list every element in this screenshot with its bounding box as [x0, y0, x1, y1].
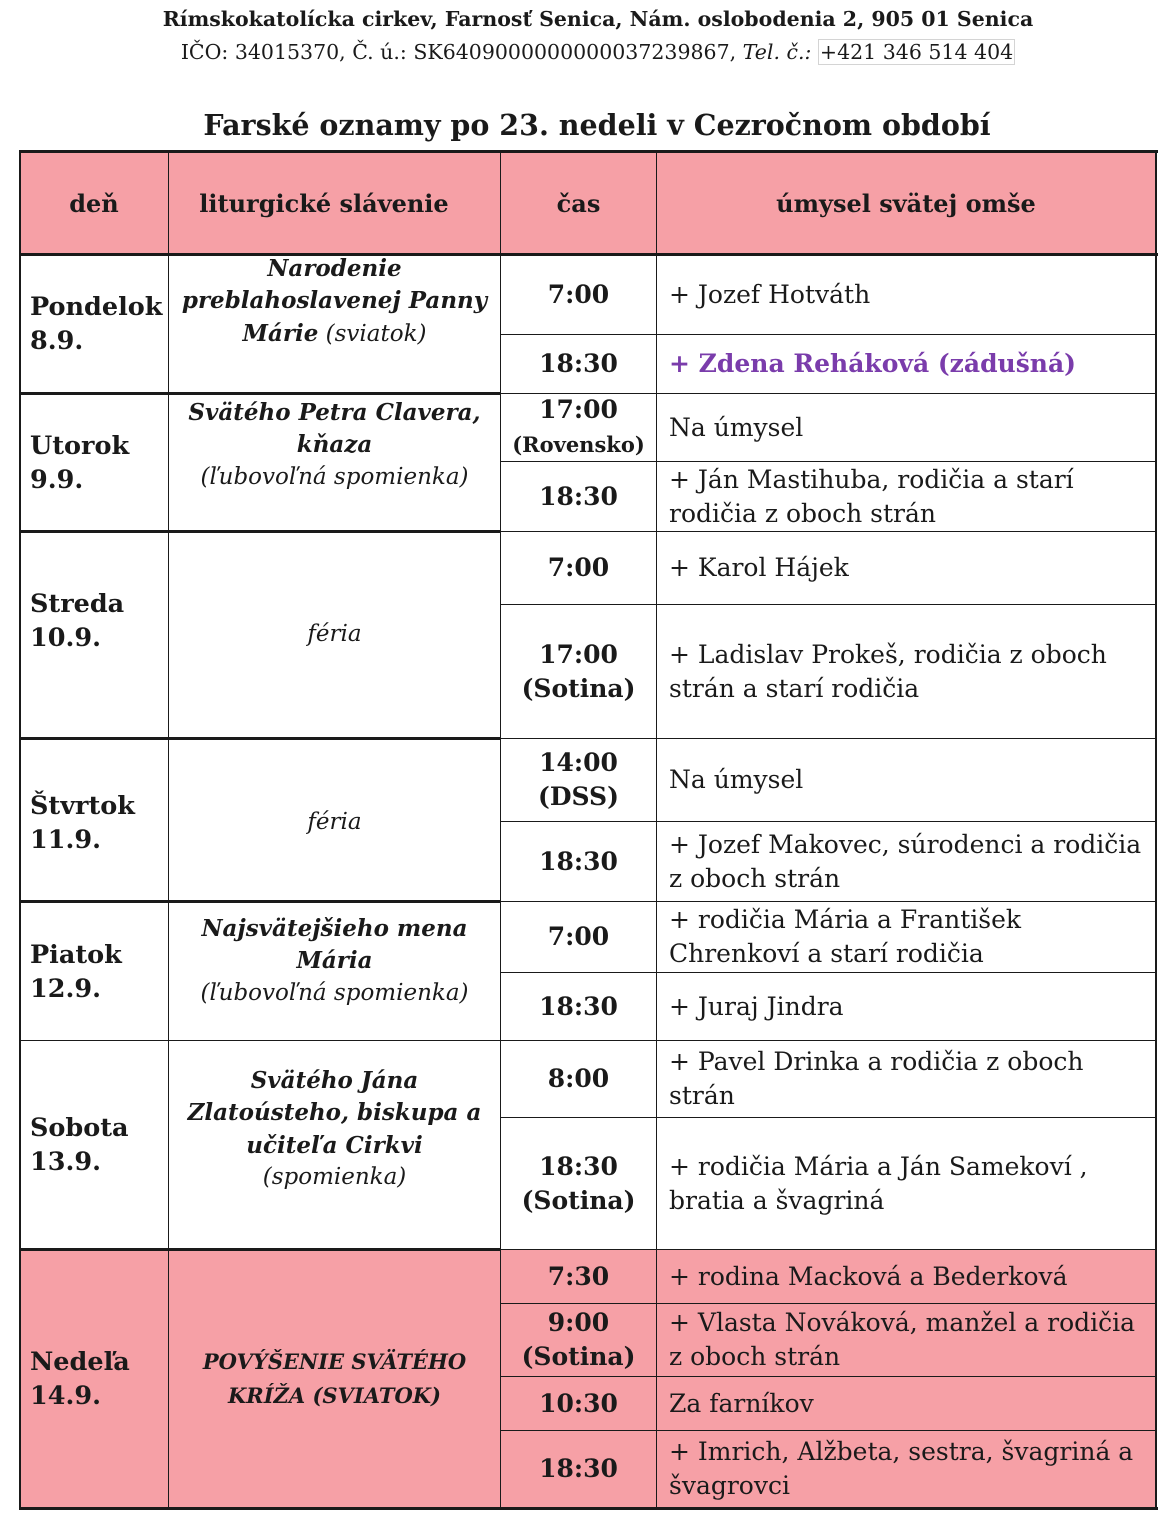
mass-time-value: 7:00: [547, 553, 610, 582]
mass-time: [501, 394, 656, 461]
mass-time-value: 17:00: [539, 395, 618, 424]
mass-intention: + Juraj Jindra: [669, 991, 844, 1021]
day-name: Sobota: [30, 1112, 129, 1143]
mass-time: [501, 462, 656, 531]
mass-time: [501, 1377, 656, 1430]
day-cell: [20, 903, 168, 1040]
mass-place: (Sotina): [521, 1185, 636, 1215]
celebration-rank: (spomienka): [262, 1164, 407, 1190]
day-name: Štvrtok: [30, 790, 135, 821]
day-name: Utorok: [30, 430, 130, 461]
mass-time-value: 18:30: [539, 481, 618, 511]
column-header-celebration: liturgické slávenie: [199, 188, 449, 218]
day-name: Piatok: [30, 939, 122, 970]
celebration-name: Svätého Jána Zlatoústeho, biskupa a učiteľa Cirkvi: [187, 1066, 482, 1159]
celebration-name: Najsvätejšieho mena Mária: [201, 914, 468, 975]
column-header-day: deň: [69, 188, 119, 218]
mass-time-value: 18:30: [539, 1454, 618, 1483]
page-title: Farské oznamy po 23. nedeli v Cezročnom období: [203, 108, 991, 142]
mass-intention: + Imrich, Alžbeta, sestra, švagriná a švagrovci: [669, 1437, 1134, 1500]
day-date: 13.9.: [30, 1146, 101, 1177]
celebration-rank: (ľubovoľná spomienka): [200, 979, 469, 1006]
mass-time: [501, 532, 656, 604]
mass-time-value: 7:00: [547, 922, 610, 951]
rule: [1155, 150, 1157, 1510]
day-name: Streda: [30, 589, 125, 619]
celebration-cell: [169, 903, 500, 1019]
mass-time-value: 7:00: [547, 280, 610, 309]
mass-time: [501, 1041, 656, 1117]
mass-intention: Na úmysel: [669, 412, 804, 442]
mass-time: [501, 256, 656, 334]
mass-time: [501, 1304, 656, 1376]
mass-time-value: 17:00: [539, 639, 618, 669]
celebration-cell: [169, 740, 500, 906]
day-cell: [20, 740, 168, 905]
mass-intention: + rodičia Mária a František Chrenkoví a starí rodičia: [669, 905, 1022, 968]
mass-time-value: 10:30: [539, 1388, 618, 1418]
day-name: Nedeľa: [30, 1347, 130, 1377]
mass-time-value: 18:30: [539, 847, 618, 876]
mass-place: (Rovensko): [512, 432, 645, 457]
day-date: 9.9.: [30, 464, 84, 495]
day-cell: [20, 1041, 168, 1248]
mass-time-value: 18:30: [539, 1151, 618, 1181]
phone-number: +421 346 514 404: [819, 40, 1014, 64]
celebration-cell: [169, 1251, 500, 1507]
day-cell: [20, 256, 168, 392]
celebration-rank: féria: [307, 621, 362, 648]
rule: [20, 1507, 1158, 1510]
phone-label: Tel. č.:: [742, 40, 812, 64]
mass-time: [501, 973, 656, 1040]
parish-address: Rímskokatolícka cirkev, Farnosť Senica, Nám. oslobodenia 2, 905 01 Senica: [162, 7, 1034, 31]
celebration-name: Narodenie preblahoslavenej Panny Márie: [181, 254, 488, 347]
celebration-name: POVÝŠENIE SVÄTÉHO KRÍŽA (SVIATOK): [202, 1349, 467, 1408]
mass-intention: + Jozef Hotváth: [669, 280, 871, 309]
mass-time: [501, 1118, 656, 1249]
mass-intention: + Jozef Makovec, súrodenci a rodičia z oboch strán: [669, 830, 1142, 893]
celebration-cell: [169, 256, 500, 347]
mass-intention: + Karol Hájek: [669, 553, 849, 582]
mass-time: [501, 1431, 656, 1507]
celebration-cell: [169, 395, 500, 495]
celebration-cell: [169, 1041, 500, 1217]
mass-time: [501, 902, 656, 972]
mass-intention: + rodina Macková a Bederková: [669, 1261, 1068, 1291]
celebration-rank: féria: [307, 809, 362, 836]
mass-time-value: 8:00: [547, 1064, 610, 1093]
mass-intention: + Vlasta Nováková, manžel a rodičia z oboch strán: [669, 1308, 1136, 1371]
mass-intention-highlighted: + Zdena Reháková (zádušná): [669, 349, 1077, 378]
day-cell: [20, 395, 168, 530]
day-date: 8.9.: [30, 326, 84, 356]
mass-time-value: 7:30: [547, 1261, 610, 1291]
mass-time: [501, 739, 656, 821]
celebration-rank: (ľubovoľná spomienka): [200, 463, 469, 490]
mass-time-value: 14:00: [539, 748, 618, 777]
mass-intention: Za farníkov: [669, 1388, 814, 1418]
mass-time: [501, 335, 656, 393]
celebration-name: Svätého Petra Clavera, kňaza: [188, 398, 481, 459]
mass-place: (Sotina): [521, 673, 636, 703]
day-date: 12.9.: [30, 973, 101, 1004]
mass-time-value: 18:30: [539, 349, 618, 378]
celebration-rank: (sviatok): [325, 320, 427, 347]
day-date: 14.9.: [30, 1381, 101, 1411]
mass-time: [501, 605, 656, 738]
day-date: 11.9.: [30, 824, 101, 855]
column-header-intention: úmysel svätej omše: [776, 188, 1036, 218]
mass-intention: + Ján Mastihuba, rodičia a starí rodičia z oboch strán: [669, 464, 1074, 528]
mass-time-value: 18:30: [539, 991, 618, 1021]
mass-time: [501, 1250, 656, 1303]
celebration-cell: [169, 533, 500, 737]
mass-place: (Sotina): [521, 1342, 636, 1371]
day-cell: [20, 533, 168, 709]
mass-place: (DSS): [538, 782, 619, 811]
day-cell: [20, 1251, 168, 1507]
day-date: 10.9.: [30, 623, 101, 653]
mass-intention: + Pavel Drinka a rodičia z oboch strán: [669, 1047, 1084, 1110]
mass-intention: + Ladislav Prokeš, rodičia z oboch strán a starí rodičia: [669, 639, 1107, 703]
day-name: Pondelok: [30, 292, 163, 322]
parish-ids: [0, 40, 1176, 64]
mass-intention: Na úmysel: [669, 765, 804, 794]
mass-time: [501, 822, 656, 902]
column-header-time: čas: [556, 188, 601, 218]
mass-intention: + rodičia Mária a Ján Samekoví , bratia a švagriná: [669, 1151, 1088, 1215]
mass-time-value: 9:00: [547, 1308, 610, 1337]
parish-ids-text: IČO: 34015370, Č. ú.: SK6409000000000037239867,: [180, 40, 743, 64]
